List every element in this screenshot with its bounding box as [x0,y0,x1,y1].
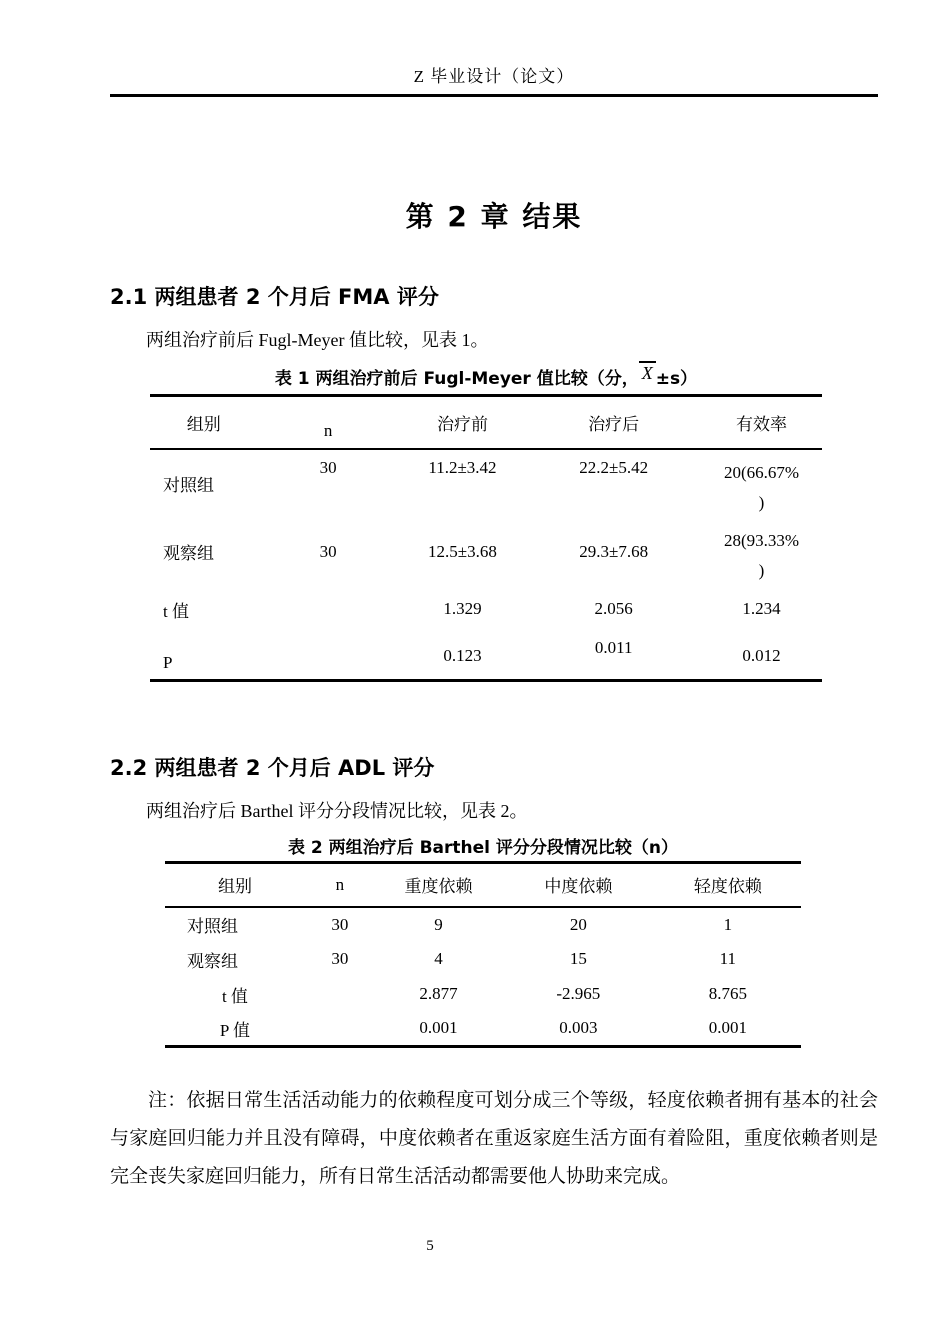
table1-header-post-treatment: 治疗后 [588,414,640,434]
stat-label-cell: P [163,652,173,672]
moderate-cell: 15 [569,949,587,968]
efficacy-rate-cell [701,449,822,518]
t-post-cell: 2.056 [594,599,633,618]
post-treatment-cell: 29.3±7.68 [579,541,649,561]
table1-caption-prefix: 表 1 两组治疗前后 Fugl-Meyer 值比较（分， [274,369,639,389]
n-cell [258,633,399,681]
group-label-cell: 观察组 [187,951,238,971]
table2-header-moderate-dependence: 中度依赖 [544,877,613,897]
table1-header-pre-treatment: 治疗前 [436,414,488,434]
pre-treatment-cell: 12.5±3.68 [428,541,497,561]
table-row-control-group [150,449,822,518]
table1-header-efficacy-rate: 有效率 [736,414,787,434]
section-2-heading: 2.2 两组患者 2 个月后 ADL 评分 [110,756,435,780]
mild-cell: 1 [723,914,733,934]
p-pre-cell: 0.123 [443,645,482,665]
t-moderate-cell: -2.965 [556,984,601,1003]
moderate-cell: 20 [569,914,587,934]
stat-label-cell: t 值 [221,986,248,1006]
table-row-observation-group [150,518,822,586]
severe-cell: 4 [434,949,443,968]
p-moderate-cell: 0.003 [559,1018,598,1038]
pre-treatment-cell: 11.2±3.42 [428,457,497,477]
efficacy-line-2: ) [758,560,765,580]
group-label-cell: 对照组 [187,917,238,936]
table-row-t-value [165,977,801,1012]
p-efficacy-cell: 0.012 [742,645,781,665]
efficacy-line-1: 20(66.67% [723,462,800,482]
mild-cell: 11 [719,949,737,968]
table-row-observation-group [165,942,801,977]
table2-header-n: n [335,874,345,894]
n-cell: 30 [319,541,337,561]
t-mild-cell: 8.765 [708,984,747,1003]
table2-caption: 表 2 两组治疗后 Barthel 评分分段情况比较（n） [287,838,678,858]
section-2-paragraph: 两组治疗后 Barthel 评分分段情况比较，见表 2。 [146,801,528,821]
table1-caption-suffix: ±s） [655,369,698,389]
document-header [110,62,878,97]
table2-header-row [165,863,801,907]
header-rule [110,94,878,97]
table2-header-group: 组别 [217,877,252,897]
table-row-control-group [165,907,801,942]
chapter-title: 第 2 章 结果 [405,200,583,233]
efficacy-line-1: 28(93.33% [723,530,800,550]
n-cell [305,977,375,1012]
stat-label-cell: P 值 [219,1020,250,1040]
group-label-cell: 对照组 [163,476,214,495]
page-number: 5 [426,1238,434,1254]
table-row-p-value [150,633,822,681]
t-severe-cell: 2.877 [419,984,458,1003]
table1-caption [150,364,822,390]
efficacy-line-2: ) [758,492,765,512]
p-mild-cell: 0.001 [708,1018,747,1038]
n-cell: 30 [319,457,337,477]
header-title: Z 毕业设计（论文） [413,67,575,86]
section-1-paragraph: 两组治疗前后 Fugl-Meyer 值比较，见表 1。 [146,330,489,350]
post-treatment-cell: 22.2±5.42 [579,457,649,477]
table1-header-group: 组别 [186,414,221,434]
n-cell: 30 [331,914,349,934]
table1-header-n: n [323,421,333,441]
note-paragraph: 注：依据日常生活活动能力的依赖程度可划分成三个等级，轻度依赖者拥有基本的社会与家庭回归能力并且没有障碍，中度依赖者在重返家庭生活方面有着险阻，重度依赖者则是完全丧失家庭回归能力，所有日常生活活动都需要他人协助来完成。 [110,1090,878,1187]
efficacy-rate-cell [701,518,822,586]
table-2-barthel-adl [165,861,801,1048]
table1-header-row [150,396,822,449]
t-efficacy-cell: 1.234 [742,599,781,618]
group-label-cell: 观察组 [163,544,214,563]
table-row-t-value [150,586,822,633]
n-cell [305,1012,375,1047]
table2-header-mild-dependence: 轻度依赖 [693,877,762,897]
p-post-cell: 0.011 [594,637,633,657]
n-cell [258,586,399,633]
section-1-heading: 2.1 两组患者 2 个月后 FMA 评分 [110,285,439,309]
severe-cell: 9 [434,914,443,934]
p-severe-cell: 0.001 [419,1018,458,1038]
table-1-fma-scores [150,394,822,682]
table-row-p-value [165,1012,801,1047]
stat-label-cell: t 值 [163,601,189,621]
n-cell: 30 [331,949,349,968]
xbar-mean-symbol: X [639,361,656,382]
table2-header-severe-dependence: 重度依赖 [404,877,473,897]
t-pre-cell: 1.329 [443,599,482,618]
